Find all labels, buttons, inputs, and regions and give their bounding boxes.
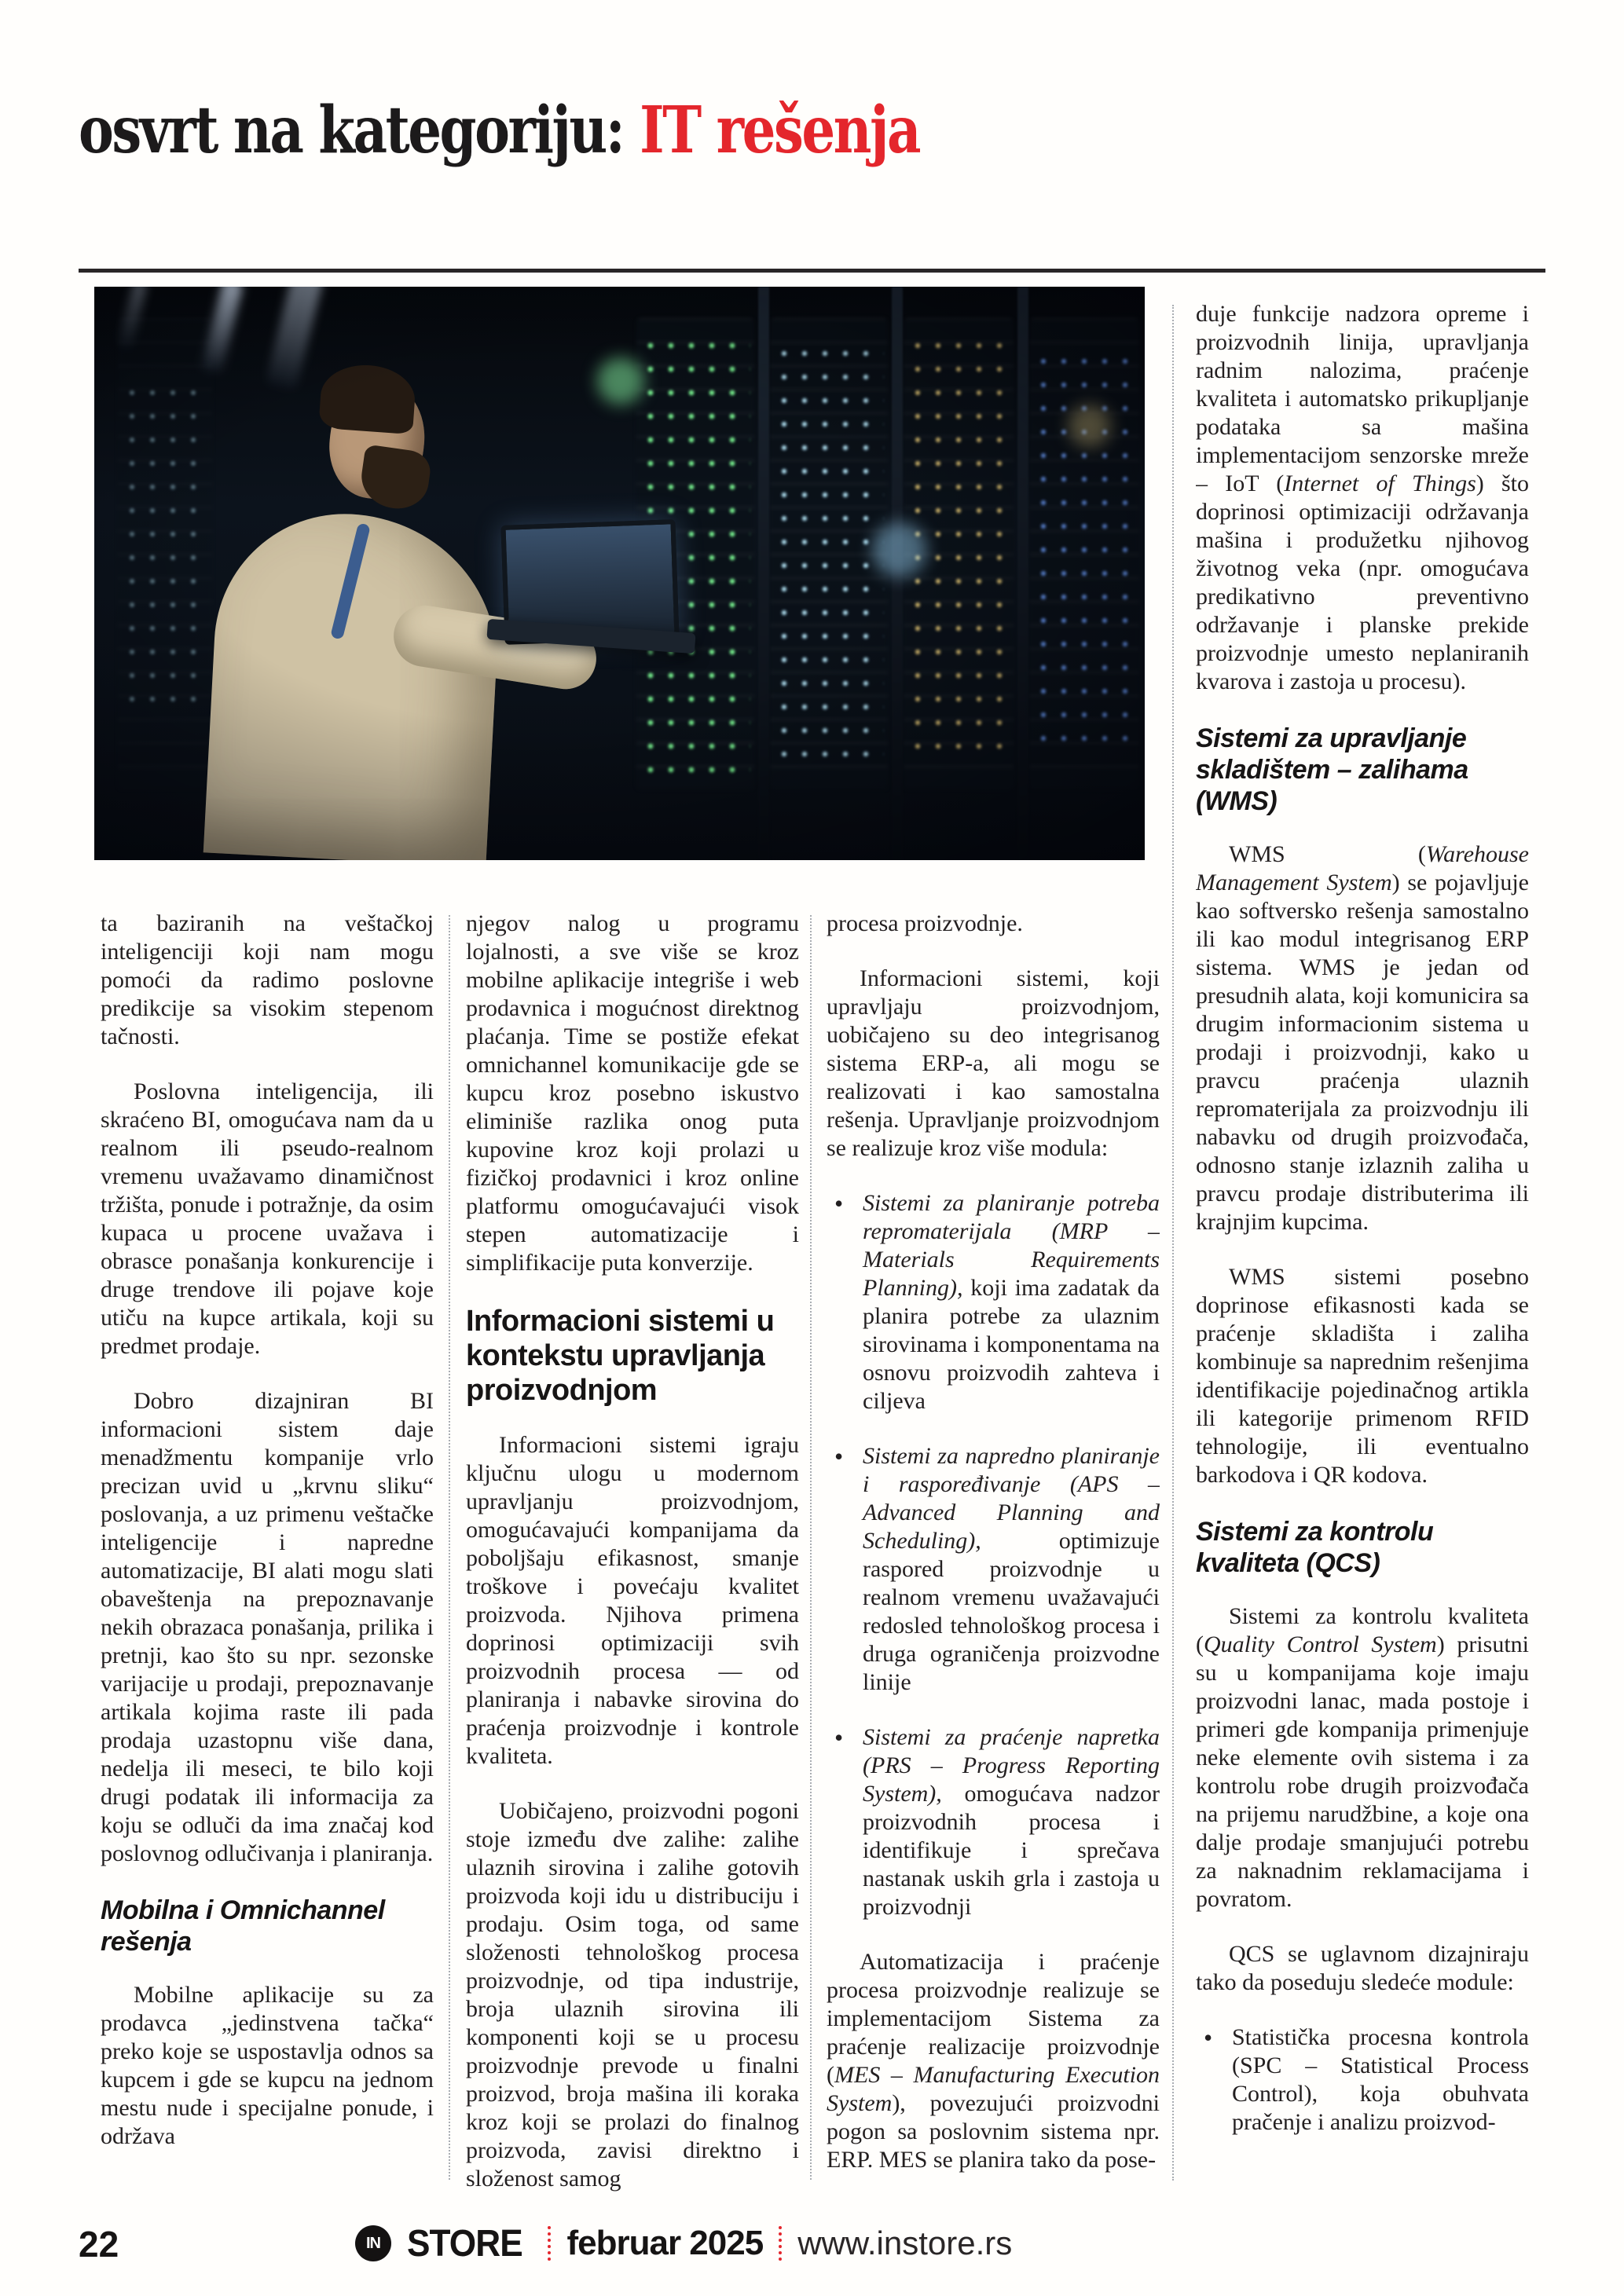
hero-image bbox=[94, 287, 1145, 860]
bullet-item: • Sistemi za planiranje potreba repromaterijala (MRP – Materials Requirements Planning), koji ima zadatak da planira potrebe za ulaznim sirovinama i komponentama na osnovu proizvodih zahteva i ciljeva bbox=[827, 1189, 1160, 1415]
header-rule bbox=[79, 269, 1545, 273]
paragraph: procesa proizvodnje. bbox=[827, 910, 1023, 936]
instore-logo-icon bbox=[355, 2225, 391, 2261]
paragraph: Mobilne aplikacije su za prodavca „jedinstvena tačka“ preko koje se uspostavlja odnos sa kupcem i gde se kupcu na jednom mestu nude i specijalne ponude, i održava bbox=[101, 1982, 434, 2149]
page-number: 22 bbox=[79, 2224, 119, 2265]
section-heading: Mobilna i Omnichannel rešenja bbox=[101, 1895, 385, 1957]
paragraph: Automatizacija i praćenje procesa proizvodnje realizuje se implementacijom Sistema za praćenje realizacije proizvodnje (MES – Manufacturing Execution System), povezujući proizvodni pogon sa poslovnim sistema npr. ERP. MES se planira tako da pose- bbox=[827, 1949, 1160, 2173]
text-column-3 bbox=[827, 910, 1160, 2193]
brand-name: STORE bbox=[407, 2222, 522, 2265]
paragraph: Sistemi za kontrolu kvaliteta (Quality Control System) prisutni su u kompanijama koje imaju proizvodni lanac, mada postoje i primeri gde kompanija primenjuje neke elemente ovih sistema i za kontrolu robe drugih proizvođača na prijemu narudžbine, a koje ona dalje prodaje smanjujući potrebu za naknadnim reklamacijama i povratom. bbox=[1196, 1603, 1529, 1912]
footer-divider bbox=[548, 2226, 551, 2261]
section-heading: Sistemi za upravljanje skladištem – zalihama (WMS) bbox=[1196, 723, 1468, 816]
paragraph: Dobro dizajniran BI informacioni sistem daje menadžmentu kompanije vrlo precizan uvid u „krvnu sliku“ poslovanja, a uz primenu veštačke inteligencije i napredne automatizacije, BI alati mogu slati obaveštenja na prepoznavanje nekih obrazaca ponašanja, prilika i pretnji, kao što su npr. sezonske varijacije u prodaji, prepoznavanje artikala kojima raste ili pada prodaja uzastopnu više dana, nedelja ili meseci, te bilo koji drugi podatak ili informacija za koju se odluči da ima značaj kod poslovnog odlučivanja i planiranja. bbox=[101, 1388, 434, 1866]
text-column-1 bbox=[101, 910, 434, 2193]
text-column-2 bbox=[466, 910, 799, 2193]
paragraph: Informacioni sistemi, koji upravljaju proizvodnjom, uobičajeno su deo integrisanog sistema ERP-a, ali mogu se realizovati i kao samostalna rešenja. Upravljanje proizvodnjom se realizuje kroz više modula: bbox=[827, 965, 1160, 1161]
bullet-item: • Statistička procesna kontrola (SPC – Statistical Process Control), koja obuhvata pračenje i analizu proizvod- bbox=[1196, 2023, 1529, 2137]
section-heading: Informacioni sistemi u kontekstu upravljanja proizvodnjom bbox=[466, 1305, 775, 1407]
paragraph: Uobičajeno, proizvodni pogoni stoje između dve zalihe: zalihe ulaznih sirovina i zalihe gotovih proizvoda koji idu u distribuciju i prodaju. Osim toga, od same složenosti tehnološkog procesa proizvodnje, od tipa industrije, broja ulaznih sirovina ili komponenti koji se u procesu proizvodnje prevode u finalni proizvod, broja mašina ili koraka kroz koji se prolazi do finalnog proizvoda, zavisi direktno i složenost samog bbox=[466, 1798, 799, 2192]
category-kicker bbox=[79, 93, 1104, 168]
kicker-highlight: IT rešenja bbox=[640, 93, 920, 168]
logo-monogram: IN bbox=[366, 2234, 380, 2252]
photo-vignette bbox=[94, 287, 1145, 860]
footer bbox=[355, 2220, 1012, 2267]
issue-date: februar 2025 bbox=[566, 2224, 764, 2262]
paragraph: Poslovna inteligencija, ili skraćeno BI, omogućava nam da u realnom ili pseudo-realnom vremenu uvažavamo dinamičnost tržišta, ponude i potražnje, da osim kupaca u procene uvažava i obrasce ponašanja konkurencije i druge trendove ili pojave koje utiču na kupce artikala, koji su predmet prodaje. bbox=[101, 1078, 434, 1359]
bullet-item: • Sistemi za napredno planiranje i raspoređivanje (APS – Advanced Planning and Scheduling), optimizuje raspored proizvodnje u realnom vremenu uvažavajući redosled tehnološkog procesa i druga ograničenja proizvodne linije bbox=[827, 1442, 1160, 1697]
column-separator bbox=[810, 915, 812, 2180]
paragraph: WMS (Warehouse Management System) se pojavljuje kao softversko rešenja samostalno ili kao modul integrisanog ERP sistema. WMS je jedan od presudnih alata, koji komunicira sa drugim informacionim sistema u prodaji i proizvodnji, kako u pravcu praćenja ulaznih repromaterijala za proizvodnju ili nabavku od drugih proizvođača, odnosno stanje izlaznih zaliha u pravcu prodaje distributerima ili krajnjim kupcima. bbox=[1196, 841, 1529, 1235]
paragraph: ta baziranih na veštačkoj inteligenciji koji nam mogu pomoći da radimo poslovne predikcije sa visokim stepenom tačnosti. bbox=[101, 910, 434, 1049]
paragraph: Informacioni sistemi igraju ključnu ulogu u modernom upravljanju proizvodnjom, omogućavajući kompanijama da poboljšaju efikasnost, smanje troškove i povećaju kvalitet proizvoda. Njihova primena doprinosi optimizaciji svih proizvodnih procesa — od planiranja i nabavke sirovina do praćenja proizvodnje i kontrole kvaliteta. bbox=[466, 1432, 799, 1769]
section-heading: Sistemi za kontrolu kvaliteta (QCS) bbox=[1196, 1517, 1434, 1578]
bullet-item: • Sistemi za praćenje napretka (PRS – Progress Reporting System), omogućava nadzor proizvodnih procesa i identifikuje i sprečava nastanak uskih grla i zastoja u proizvodnji bbox=[827, 1723, 1160, 1921]
paragraph: duje funkcije nadzora opreme i proizvodnih linija, upravljanja radnim nalozima, praćenje kvaliteta i automatsko prikupljanje podataka sa mašina implementacijom senzorske mreže – IoT (Internet of Things) što doprinosi optimizaciji održavanja mašina i produžetku njihovog životnog veka (npr. omogućava predikativno preventivno održavanje i planske prekide proizvodnje umesto neplaniranih kvarova i zastoja u procesu). bbox=[1196, 301, 1529, 694]
website-url: www.instore.rs bbox=[797, 2225, 1013, 2261]
kicker-prefix: osvrt na kategoriju: bbox=[79, 93, 640, 168]
footer-divider bbox=[779, 2226, 782, 2261]
text-column-4 bbox=[1196, 300, 1529, 2195]
paragraph: QCS se uglavnom dizajniraju tako da poseduju sledeće module: bbox=[1196, 1941, 1529, 1995]
column-separator bbox=[449, 915, 450, 2180]
paragraph: WMS sistemi posebno doprinose efikasnosti kada se praćenje skladišta i zaliha kombinuje sa naprednim rešenjima identifikacije pojedinačnog artikla ili kategorije primenom RFID tehnologije, ili eventualno barkodova i QR kodova. bbox=[1196, 1264, 1529, 1488]
column-separator bbox=[1172, 305, 1174, 2181]
paragraph: njegov nalog u programu lojalnosti, a sve više se kroz mobilne aplikacije integriše i web prodavnica i mogućnost direktnog plaćanja. Time se postiže efekat omnichannel komunikacije gde se kupcu kroz posebno iskustvo eliminiše razlika onog puta kupovine kroz koji prolazi u fizičkoj prodavnici i kroz online platformu omogućavajući visok stepen automatizacije i simplifikacije puta konverzije. bbox=[466, 910, 799, 1276]
